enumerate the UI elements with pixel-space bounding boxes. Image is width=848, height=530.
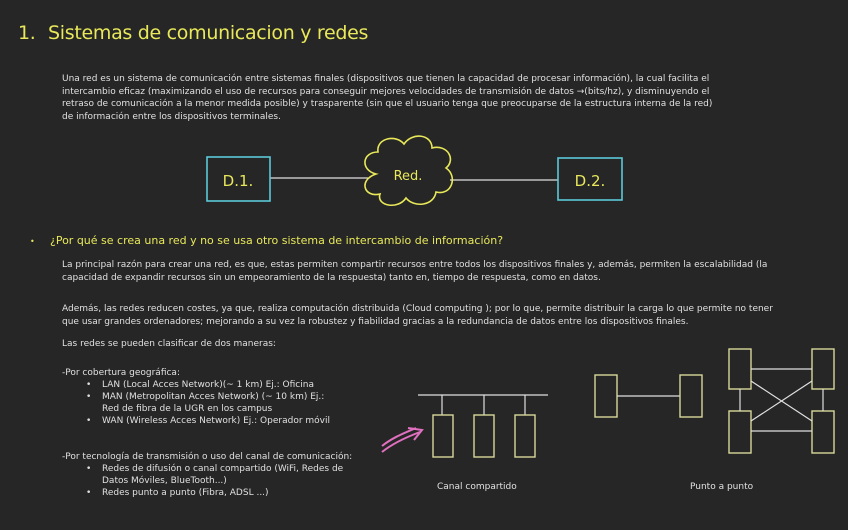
- section-title: Sistemas de comunicacion y redes: [48, 22, 369, 44]
- answer-line: La principal razón para crear una red, es que, estas permiten compartir recursos entre todos los dispositivos finales y, además, permiten la escalabilidad (la: [62, 260, 768, 270]
- mesh-node-tr: [812, 349, 834, 389]
- bullet-icon: •: [86, 464, 92, 474]
- shared-node-3: [515, 415, 535, 457]
- man-item-cont: Red de fibra de la UGR en los campus: [102, 404, 273, 414]
- broadcast-item: Redes de difusión o canal compartido (WiFi, Redes de: [102, 464, 344, 474]
- page-title: [18, 22, 368, 44]
- bullet-icon: •: [30, 236, 35, 246]
- tech-heading: -Por tecnología de transmisión o uso del canal de comunicación:: [62, 452, 353, 462]
- device-d1-label: D.1.: [222, 172, 254, 190]
- shared-channel-caption: Canal compartido: [437, 482, 517, 492]
- p2p-item: Redes punto a punto (Fibra, ADSL ...): [102, 488, 269, 498]
- device-d2-label: D.2.: [574, 172, 606, 190]
- broadcast-item-cont: Datos Móviles, BlueTooth...): [102, 476, 227, 486]
- answer-paragraph-1: [62, 259, 842, 284]
- list-item: [82, 403, 402, 415]
- list-item: [82, 475, 402, 487]
- man-item: MAN (Metropolitan Acces Network) (~ 10 km) Ej.:: [102, 392, 325, 402]
- mesh-node-bl: [729, 411, 751, 453]
- intro-line: de información entre los dispositivos terminales.: [62, 111, 281, 122]
- network-diagram: [200, 130, 640, 210]
- shared-node-2: [474, 415, 494, 457]
- wan-item: WAN (Wireless Acces Network) Ej.: Operador móvil: [102, 416, 330, 426]
- classification-intro: Las redes se pueden clasificar de dos maneras:: [62, 339, 276, 349]
- list-item: [82, 415, 402, 427]
- mesh-node-br: [812, 411, 834, 453]
- intro-line: retraso de comunicación a la menor medida posible) y trasparente (sin que el usuario tenga que preocuparse de la estructura interna de la red): [62, 99, 713, 110]
- bullet-icon: •: [86, 416, 92, 426]
- bullet-icon: •: [86, 392, 92, 402]
- bullet-icon: •: [86, 488, 92, 498]
- p2p-node-right: [680, 375, 702, 417]
- answer-line: capacidad de expandir recursos sin un empeoramiento de la respuesta) tanto en, tiempo de respuesta, como en datos.: [62, 272, 601, 283]
- answer-paragraph-2: [62, 303, 842, 328]
- p2p-node-left: [595, 375, 617, 417]
- intro-line: intercambio eficaz (maximizando el uso de recursos para conseguir mejores velocidades de transmisión de datos →(bits/hz), y disminuyendo el: [62, 86, 710, 97]
- mesh-node-tl: [729, 349, 751, 389]
- answer-line: que usar grandes ordenadores; mejorando a su vez la robustez y fiabilidad gracias a la redundancia de datos entre los dispositivos finales.: [62, 316, 689, 327]
- p2p-caption: Punto a punto: [690, 482, 754, 492]
- lan-item: LAN (Local Acces Network)(~ 1 km) Ej.: Oficina: [102, 380, 314, 390]
- tech-list: [62, 451, 402, 499]
- list-item: [82, 463, 402, 475]
- question-heading: [30, 234, 503, 247]
- bullet-icon: •: [86, 380, 92, 390]
- cloud-label: Red.: [393, 169, 423, 184]
- intro-line: Una red es un sistema de comunicación entre sistemas finales (dispositivos que tienen la capacidad de procesar información), la cual facilita el: [62, 74, 710, 84]
- list-item: [82, 487, 402, 499]
- p2p-simple-diagram: [592, 372, 707, 422]
- intro-paragraph: [62, 73, 842, 123]
- section-number: 1.: [18, 22, 36, 44]
- shared-channel-diagram: [415, 390, 555, 465]
- geo-coverage-list: [62, 367, 402, 427]
- answer-line: Además, las redes reducen costes, ya que, realiza computación distribuida (Cloud computing ); por lo que, permite distribuir la carga lo que permite no tener: [62, 304, 773, 314]
- question-text: ¿Por qué se crea una red y no se usa otro sistema de intercambio de información?: [50, 234, 504, 247]
- p2p-mesh-diagram: [726, 345, 838, 460]
- geo-heading: -Por cobertura geográfica:: [62, 368, 180, 378]
- list-item: [82, 391, 402, 403]
- shared-node-1: [433, 415, 453, 457]
- list-item: [82, 379, 402, 391]
